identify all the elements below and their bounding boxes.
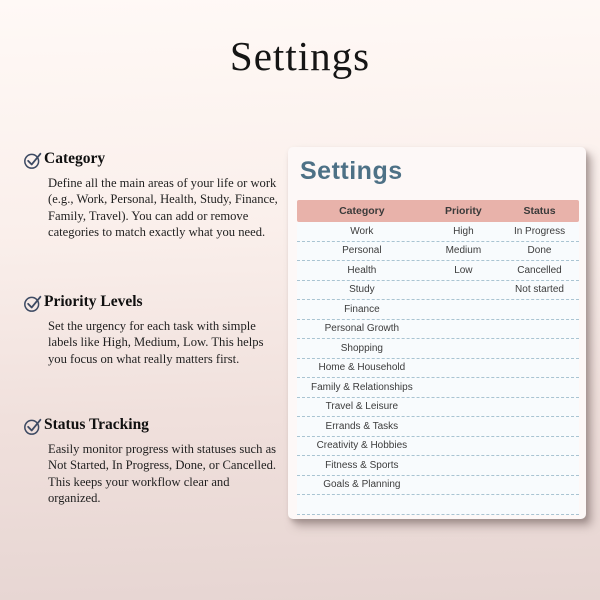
card-title: Settings [300, 157, 403, 185]
check-circle-icon [23, 151, 42, 170]
table-cell[interactable]: High [453, 225, 474, 237]
table-cell[interactable]: Work [350, 225, 374, 237]
table-cell[interactable]: Travel & Leisure [325, 401, 399, 413]
table-body [297, 222, 579, 515]
table-header-row [297, 200, 579, 222]
table-row [297, 281, 579, 301]
feature-title: Category [44, 150, 106, 167]
page-title: Settings [229, 33, 371, 79]
table-row [297, 339, 579, 359]
table-cell[interactable]: Fitness & Sports [325, 459, 399, 471]
table-row [297, 222, 579, 242]
feature-priority-levels [23, 293, 278, 367]
settings-card [288, 147, 586, 519]
table-cell[interactable]: Shopping [340, 342, 383, 354]
table-cell[interactable]: Home & Household [318, 362, 406, 374]
table-row [297, 417, 579, 437]
feature-description: Define all the main areas of your life or work (e.g., Work, Personal, Health, Study, Finance, Family, Travel). You can add or remove categories to match exactly what you need. [48, 176, 278, 239]
table-row [297, 495, 579, 515]
check-circle-icon [23, 417, 42, 436]
feature-title: Priority Levels [44, 293, 143, 310]
table-cell[interactable]: Medium [445, 245, 482, 257]
table-cell[interactable]: In Progress [513, 225, 566, 237]
column-header-status: Status [523, 205, 556, 217]
table-cell[interactable]: Creativity & Hobbies [316, 440, 408, 452]
column-header-category: Category [339, 205, 385, 217]
settings-table [297, 200, 579, 515]
table-row [297, 476, 579, 496]
table-row [297, 261, 579, 281]
table-cell[interactable]: Personal [342, 245, 382, 257]
table-cell[interactable]: Family & Relationships [311, 381, 413, 393]
check-circle-icon [23, 294, 42, 313]
column-header-priority: Priority [444, 205, 482, 217]
table-cell[interactable]: Cancelled [517, 264, 562, 276]
feature-title: Status Tracking [44, 416, 149, 433]
table-cell[interactable]: Personal Growth [324, 323, 400, 335]
table-cell[interactable]: Done [527, 245, 552, 257]
table-row [297, 456, 579, 476]
feature-description: Set the urgency for each task with simple labels like High, Medium, Low. This helps you focus on what really matters first. [48, 319, 264, 366]
feature-status-tracking [23, 416, 278, 506]
table-row [297, 359, 579, 379]
table-cell[interactable]: Errands & Tasks [325, 420, 399, 432]
table-row [297, 300, 579, 320]
table-cell[interactable]: Goals & Planning [323, 479, 401, 491]
feature-category [23, 150, 278, 240]
table-cell[interactable]: Not started [515, 284, 564, 296]
table-row [297, 398, 579, 418]
table-cell[interactable]: Study [349, 284, 375, 296]
table-cell[interactable]: Low [454, 264, 473, 276]
table-row [297, 242, 579, 262]
table-cell[interactable]: Health [347, 264, 377, 276]
table-row [297, 320, 579, 340]
table-cell[interactable]: Finance [344, 303, 380, 315]
feature-description: Easily monitor progress with statuses such as Not Started, In Progress, Done, or Cancelled. This keeps your workflow clear and organized. [48, 442, 277, 505]
table-row [297, 437, 579, 457]
table-row [297, 378, 579, 398]
